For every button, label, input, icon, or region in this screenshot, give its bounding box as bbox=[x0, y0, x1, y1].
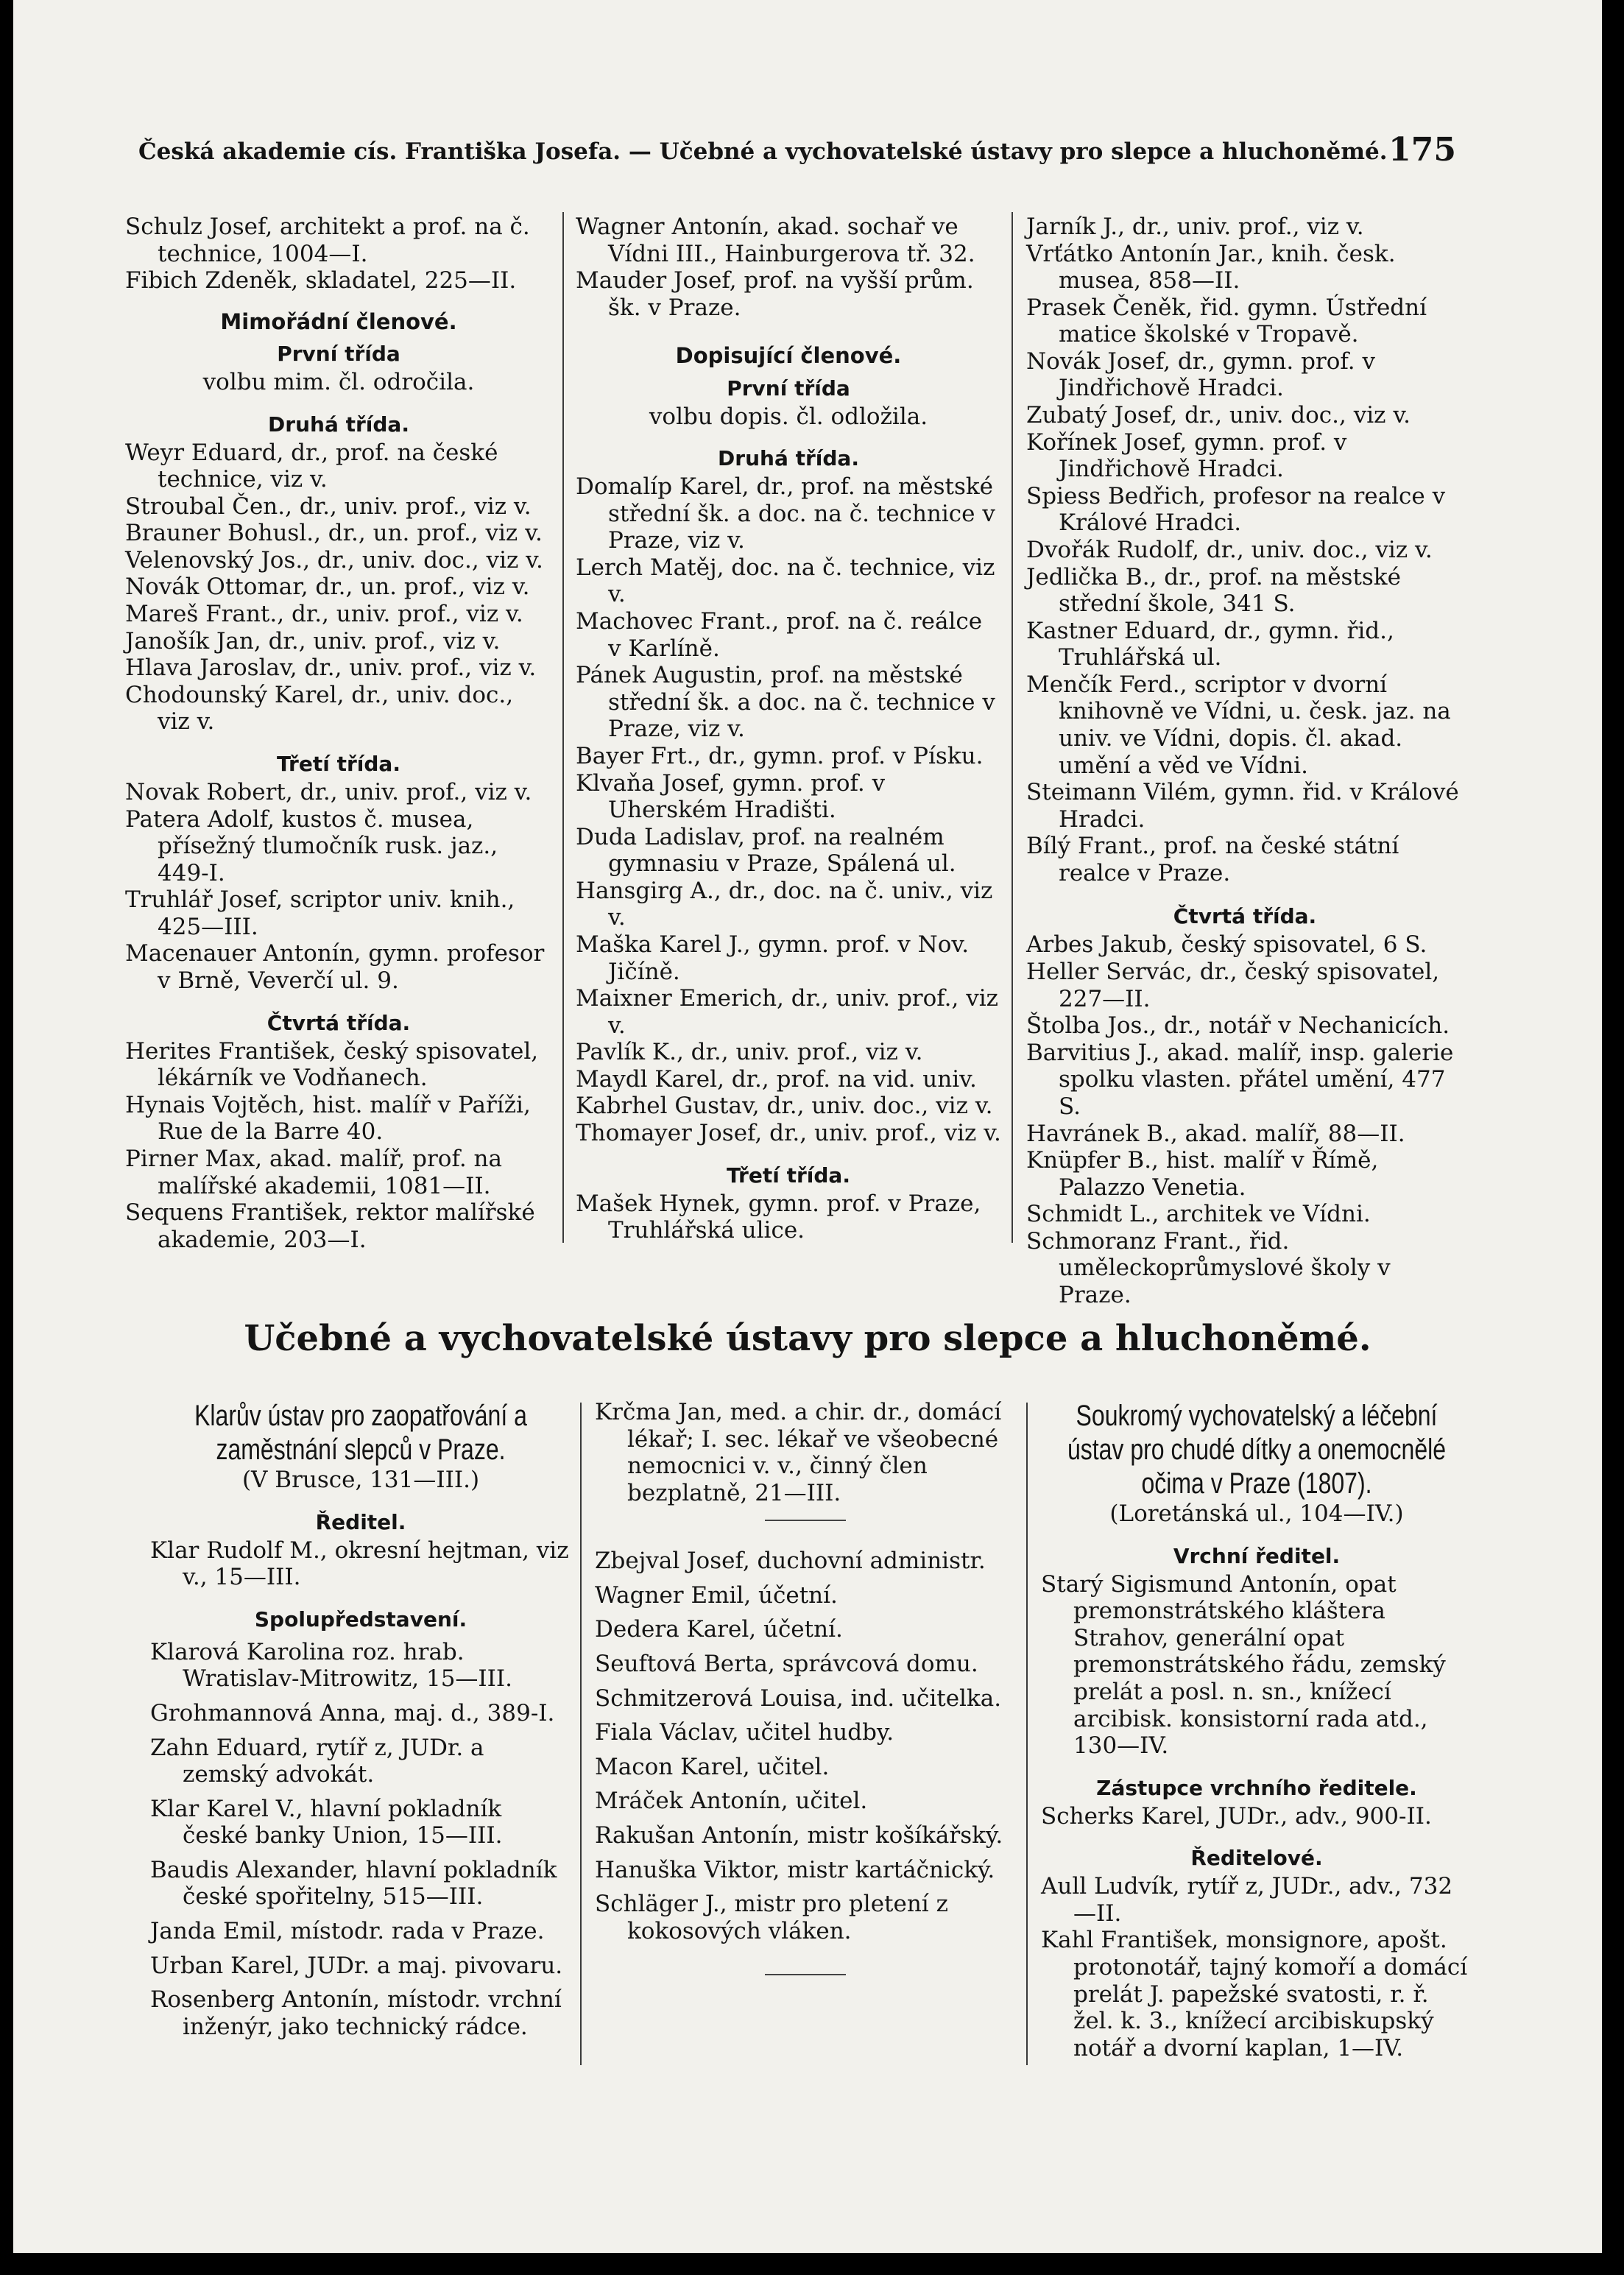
list-item: Pánek Augustin, prof. na městské střední šk. a doc. na č. technice v Praze, viz v. bbox=[576, 662, 995, 743]
list-item: Thomayer Josef, dr., univ. prof., viz v. bbox=[576, 1120, 1001, 1147]
column-rule bbox=[1026, 1403, 1028, 2065]
role-heading: Zástupce vrchního ředitele. bbox=[1096, 1775, 1417, 1800]
institution-title: Klarův ústav pro zaopatřování a zaměstnání slepců v Praze. bbox=[194, 1400, 527, 1466]
page-number: 175 bbox=[1388, 131, 1456, 169]
list-item: Novak Robert, dr., univ. prof., viz v. bbox=[125, 778, 532, 805]
document-page bbox=[13, 0, 1602, 2253]
list-item: Mráček Antonín, učitel. bbox=[595, 1788, 868, 1815]
bottom-column-2 bbox=[595, 1399, 1016, 2002]
list-item: Kořínek Josef, gymn. prof. v Jindřichově Hradci. bbox=[1026, 428, 1347, 483]
class-heading: První třída bbox=[277, 341, 400, 366]
list-item: Chodounský Karel, dr., univ. doc., viz v. bbox=[125, 681, 514, 736]
list-item: Novák Ottomar, dr., un. prof., viz v. bbox=[125, 574, 530, 601]
lead-list bbox=[125, 214, 552, 294]
class-heading: Čtvrtá třída. bbox=[266, 1010, 411, 1035]
list-item: Maška Karel J., gymn. prof. v Nov. Jičíně. bbox=[576, 931, 970, 985]
list-item: Weyr Eduard, dr., prof. na české technice, viz v. bbox=[125, 439, 498, 493]
list-item: Mašek Hynek, gymn. prof. v Praze, Truhlářská ulice. bbox=[576, 1190, 981, 1244]
bottom-column-3 bbox=[1041, 1399, 1472, 2061]
list-item: Wagner Antonín, akad. sochař ve Vídni III., Hainburgerova tř. 32. bbox=[576, 214, 975, 267]
list-item: Duda Ladislav, prof. na realném gymnasiu v Praze, Spálená ul. bbox=[576, 823, 956, 878]
list-item: Kabrhel Gustav, dr., univ. doc., viz v. bbox=[576, 1093, 993, 1120]
list-item: Fibich Zdeněk, skladatel, 225—II. bbox=[125, 267, 517, 294]
top-column-1 bbox=[125, 214, 552, 1253]
divider bbox=[765, 1520, 846, 1521]
list-item: Štolba Jos., dr., notář v Nechanicích. bbox=[1026, 1012, 1450, 1040]
list-item: Aull Ludvík, rytíř z, JUDr., adv., 732—II. bbox=[1041, 1873, 1453, 1927]
list-item: Vrťátko Antonín Jar., knih. česk. musea, 858—II. bbox=[1026, 240, 1396, 294]
bottom-column-1 bbox=[150, 1399, 571, 2040]
list-item: Sequens František, rektor malířské akademie, 203—I. bbox=[125, 1199, 535, 1253]
list-item: Klvaňa Josef, gymn. prof. v Uherském Hradišti. bbox=[576, 769, 886, 824]
list-item: Wagner Emil, účetní. bbox=[595, 1581, 838, 1609]
address: (Loretánská ul., 104—IV.) bbox=[1109, 1500, 1404, 1527]
running-title: Česká akademie cís. Františka Josefa. — Učebné a vychovatelské ústavy pro slepce a hluchoněmé. bbox=[138, 138, 1388, 165]
list-item: Mareš Frant., dr., univ. prof., viz v. bbox=[125, 601, 523, 628]
list-item: Prasek Čeněk, řid. gymn. Ústřední matice školské v Tropavě. bbox=[1026, 294, 1427, 348]
list-item: Stroubal Čen., dr., univ. prof., viz v. bbox=[125, 493, 532, 520]
list-item: Barvitius J., akad. malíř, insp. galerie spolku vlasten. přátel umění, 477 S. bbox=[1026, 1039, 1454, 1120]
list-item: Dvořák Rudolf, dr., univ. doc., viz v. bbox=[1026, 536, 1433, 563]
list-item: Domalíp Karel, dr., prof. na městské střední šk. a doc. na č. technice v Praze, viz v. bbox=[576, 473, 995, 554]
section-heading: Dopisující členové. bbox=[675, 343, 902, 369]
class-heading: První třída bbox=[727, 375, 850, 401]
list-item: Kahl František, monsignore, apošt. protonotář, tajný komoří a domácí prelát J. papežské svatosti, r. ř. žel. k. 3., knížecí arcibiskupský notář a dvorní kaplan, 1—IV. bbox=[1041, 1927, 1468, 2061]
list-item: Schmoranz Frant., řid. uměleckoprůmyslové školy v Praze. bbox=[1026, 1227, 1391, 1308]
list-item: Bílý Frant., prof. na české státní realce v Praze. bbox=[1026, 833, 1399, 886]
list-item: Fiala Václav, učitel hudby. bbox=[595, 1719, 894, 1746]
role-heading: Ředitel. bbox=[315, 1509, 406, 1534]
role-heading: Ředitelové. bbox=[1190, 1846, 1323, 1871]
list-item: Schläger J., mistr pro pletení z kokosových vláken. bbox=[595, 1891, 948, 1944]
class-heading: Druhá třída. bbox=[718, 446, 859, 471]
list-item: Janda Emil, místodr. rada v Praze. bbox=[150, 1918, 545, 1944]
list-item: Zubatý Josef, dr., univ. doc., viz v. bbox=[1026, 402, 1411, 429]
note: volbu mim. čl. odročila. bbox=[202, 368, 475, 395]
top-column-3 bbox=[1026, 214, 1464, 1309]
list-item: Klar Karel V., hlavní pokladník české banky Union, 15—III. bbox=[150, 1795, 503, 1849]
list-item: Kastner Eduard, dr., gymn. řid., Truhlářská ul. bbox=[1026, 617, 1394, 671]
list-item: Maixner Emerich, dr., univ. prof., viz v. bbox=[576, 985, 998, 1039]
list-item: Schmidt L., architek ve Vídni. bbox=[1026, 1201, 1371, 1228]
list-item: Janošík Jan, dr., univ. prof., viz v. bbox=[125, 627, 501, 655]
list-item: Mauder Josef, prof. na vyšší prům. šk. v Praze. bbox=[576, 267, 974, 321]
role-heading: Vrchní ředitel. bbox=[1173, 1543, 1341, 1568]
list-item: Macenauer Antonín, gymn. profesor v Brně, Veverčí ul. 9. bbox=[125, 940, 545, 995]
divider bbox=[765, 1974, 846, 1975]
address: (V Brusce, 131—III.) bbox=[241, 1467, 480, 1493]
list-item: Scherks Karel, JUDr., adv., 900-II. bbox=[1041, 1802, 1432, 1830]
list-item: Rosenberg Antonín, místodr. vrchní inženýr, jako technický rádce. bbox=[150, 1986, 562, 2040]
list-item: Klarová Karolina roz. hrab. Wratislav-Mitrowitz, 15—III. bbox=[150, 1638, 513, 1693]
class-heading: Třetí třída. bbox=[277, 751, 400, 776]
class-heading: Druhá třída. bbox=[268, 412, 409, 437]
list-item: Krčma Jan, med. a chir. dr., domácí lékař; I. sec. lékař ve všeobecné nemocnici v. v., činný člen bezplatně, 21—III. bbox=[595, 1399, 1002, 1506]
list-item: Macon Karel, učitel. bbox=[595, 1753, 830, 1780]
list-item: Schulz Josef, architekt a prof. na č. technice, 1004—I. bbox=[125, 214, 530, 267]
list-item: Hansgirg A., dr., doc. na č. univ., viz v. bbox=[576, 877, 993, 931]
class-heading: Čtvrtá třída. bbox=[1173, 904, 1317, 929]
class-heading: Třetí třída. bbox=[727, 1163, 850, 1188]
column-rule bbox=[562, 212, 564, 1243]
list-item: Baudis Alexander, hlavní pokladník české spořitelny, 515—III. bbox=[150, 1856, 557, 1911]
list-item: Novák Josef, dr., gymn. prof. v Jindřichově Hradci. bbox=[1026, 348, 1376, 402]
column-rule bbox=[580, 1403, 582, 2065]
section-title: Učebné a vychovatelské ústavy pro slepce a hluchoněmé. bbox=[244, 1318, 1371, 1359]
list-item: Menčík Ferd., scriptor v dvorní knihovně ve Vídni, u. česk. jaz. na univ. ve Vídni, dopis. čl. akad. umění a věd ve Vídni. bbox=[1026, 671, 1451, 779]
list-item: Steimann Vilém, gymn. řid. v Králové Hradci. bbox=[1026, 779, 1459, 833]
list-item: Brauner Bohusl., dr., un. prof., viz v. bbox=[125, 520, 543, 547]
list-item: Dedera Karel, účetní. bbox=[595, 1616, 843, 1643]
list-item: Klar Rudolf M., okresní hejtman, viz v., 15—III. bbox=[150, 1537, 569, 1591]
list-item: Pirner Max, akad. malíř, prof. na malířské akademii, 1081—II. bbox=[125, 1145, 502, 1199]
list-item: Seuftová Berta, správcová domu. bbox=[595, 1651, 978, 1678]
note: volbu dopis. čl. odložila. bbox=[649, 403, 928, 430]
list-item: Patera Adolf, kustos č. musea, přísežný tlumočník rusk. jaz., 449-I. bbox=[125, 805, 498, 886]
list-item: Spiess Bedřich, profesor na realce v Králové Hradci. bbox=[1026, 482, 1446, 537]
list-item: Lerch Matěj, doc. na č. technice, viz v. bbox=[576, 554, 995, 608]
list-item: Urban Karel, JUDr. a maj. pivovaru. bbox=[150, 1952, 563, 1979]
list-item: Jarník J., dr., univ. prof., viz v. bbox=[1026, 214, 1364, 240]
list-item: Grohmannová Anna, maj. d., 389-I. bbox=[150, 1699, 555, 1726]
list-item: Zahn Eduard, rytíř z, JUDr. a zemský advokát. bbox=[150, 1734, 484, 1788]
column-rule bbox=[1012, 212, 1013, 1243]
list-item: Jedlička B., dr., prof. na městské střední škole, 341 S. bbox=[1026, 563, 1401, 618]
list-item: Velenovský Jos., dr., univ. doc., viz v. bbox=[125, 546, 543, 574]
institution-title: Soukromý vychovatelský a léčební ústav pro chudé dítky a onemocnělé očima v Praze (1807). bbox=[1067, 1400, 1447, 1500]
list-item: Heller Servác, dr., český spisovatel, 227—II. bbox=[1026, 959, 1440, 1012]
list-item: Starý Sigismund Antonín, opat premonstrátského kláštera Strahov, generální opat premonstrátského řádu, zemský prelát a posl. n. sn., knížecí arcibisk. konsistorní rada atd., 130—IV. bbox=[1041, 1570, 1446, 1760]
top-column-2 bbox=[576, 214, 1001, 1244]
list-item: Knüpfer B., hist. malíř v Římě, Palazzo Venetia. bbox=[1026, 1147, 1379, 1201]
list-item: Truhlář Josef, scriptor univ. knih., 425—III. bbox=[125, 886, 515, 940]
list-item: Hynais Vojtěch, hist. malíř v Paříži, Rue de la Barre 40. bbox=[125, 1091, 531, 1146]
list-item: Arbes Jakub, český spisovatel, 6 S. bbox=[1026, 931, 1427, 959]
list-item: Maydl Karel, dr., prof. na vid. univ. bbox=[576, 1065, 977, 1093]
running-header bbox=[138, 131, 1456, 169]
role-heading: Spolupředstavení. bbox=[254, 1606, 467, 1632]
section-heading: Mimořádní členové. bbox=[220, 308, 457, 334]
list-item: Hanuška Viktor, mistr kartáčnický. bbox=[595, 1856, 995, 1883]
list-item: Bayer Frt., dr., gymn. prof. v Písku. bbox=[576, 742, 984, 769]
list-item: Hlava Jaroslav, dr., univ. prof., viz v. bbox=[125, 655, 537, 682]
list-item: Pavlík K., dr., univ. prof., viz v. bbox=[576, 1039, 923, 1066]
list-item: Herites František, český spisovatel, lékárník ve Vodňanech. bbox=[125, 1037, 539, 1092]
list-item: Schmitzerová Louisa, ind. učitelka. bbox=[595, 1685, 1002, 1712]
list-item: Machovec Frant., prof. na č. reálce v Karlíně. bbox=[576, 608, 983, 662]
list-item: Zbejval Josef, duchovní administr. bbox=[595, 1548, 986, 1575]
list-item: Rakušan Antonín, mistr košíkářský. bbox=[595, 1821, 1003, 1849]
list-item: Havránek B., akad. malíř, 88—II. bbox=[1026, 1120, 1405, 1147]
